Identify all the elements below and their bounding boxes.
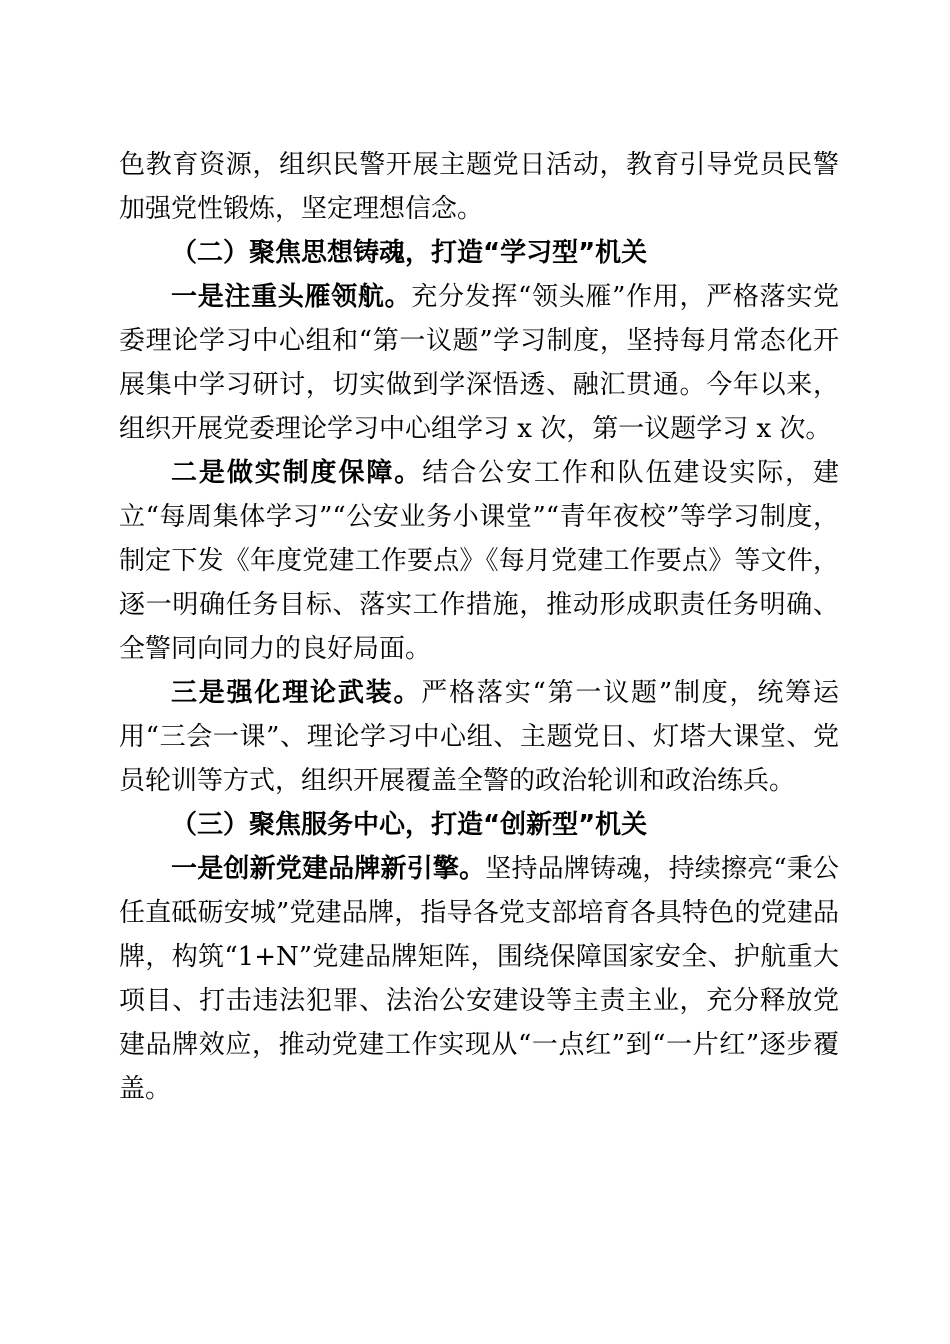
paragraph-lead: 一是创新党建品牌新引擎。 bbox=[171, 854, 486, 884]
paragraph-text: 严格落实“第一议题”制度，统筹运用“三会一课”、理论学习中心组、主题党日、灯塔大课堂、党员轮训等方式，组织开展覆盖全警的政治轮训和政治练兵。 bbox=[119, 678, 839, 796]
paragraph-lead: 二是做实制度保障。 bbox=[171, 458, 423, 488]
paragraph-continuation bbox=[119, 143, 839, 231]
section-heading-2: （二）聚焦思想铸魂，打造“学习型”机关 bbox=[171, 238, 648, 268]
paragraph-lead: 一是注重头雁领航。 bbox=[171, 282, 412, 312]
paragraph-text: 充分发挥“领头雁”作用，严格落实党委理论学习中心组和“第一议题”学习制度，坚持每月常态化开展集中学习研讨，切实做到学深悟透、融汇贯通。今年以来，组织开展党委理论学习中心组学习 x 次，第一议题学习 x 次。 bbox=[119, 282, 839, 444]
paragraph-text: 坚持品牌铸魂，持续擦亮“秉公任直砥砺安城”党建品牌，指导各党支部培育各具特色的党建品牌，构筑“1+N”党建品牌矩阵，围绕保障国家安全、护航重大项目、打击违法犯罪、法治公安建设等主责主业，充分释放党建品牌效应，推动党建工作实现从“一点红”到“一片红”逐步覆盖。 bbox=[119, 854, 839, 1104]
paragraph-text: 结合公安工作和队伍建设实际，建立“每周集体学习”“公安业务小课堂”“青年夜校”等学习制度，制定下发《年度党建工作要点》《每月党建工作要点》等文件，逐一明确任务目标、落实工作措施，推动形成职责任务明确、全警同向同力的良好局面。 bbox=[119, 458, 839, 664]
paragraph-brand-innovation bbox=[119, 847, 839, 1111]
paragraph-lead: 三是强化理论武装。 bbox=[171, 678, 422, 708]
paragraph-lead-goose bbox=[119, 275, 839, 451]
paragraph-text: 色教育资源，组织民警开展主题党日活动，教育引导党员民警加强党性锻炼，坚定理想信念。 bbox=[119, 150, 839, 224]
paragraph-theory-armament bbox=[119, 671, 839, 803]
document-body bbox=[119, 143, 839, 1111]
paragraph-system-guarantee bbox=[119, 451, 839, 671]
section-heading-3: （三）聚焦服务中心，打造“创新型”机关 bbox=[171, 810, 648, 840]
